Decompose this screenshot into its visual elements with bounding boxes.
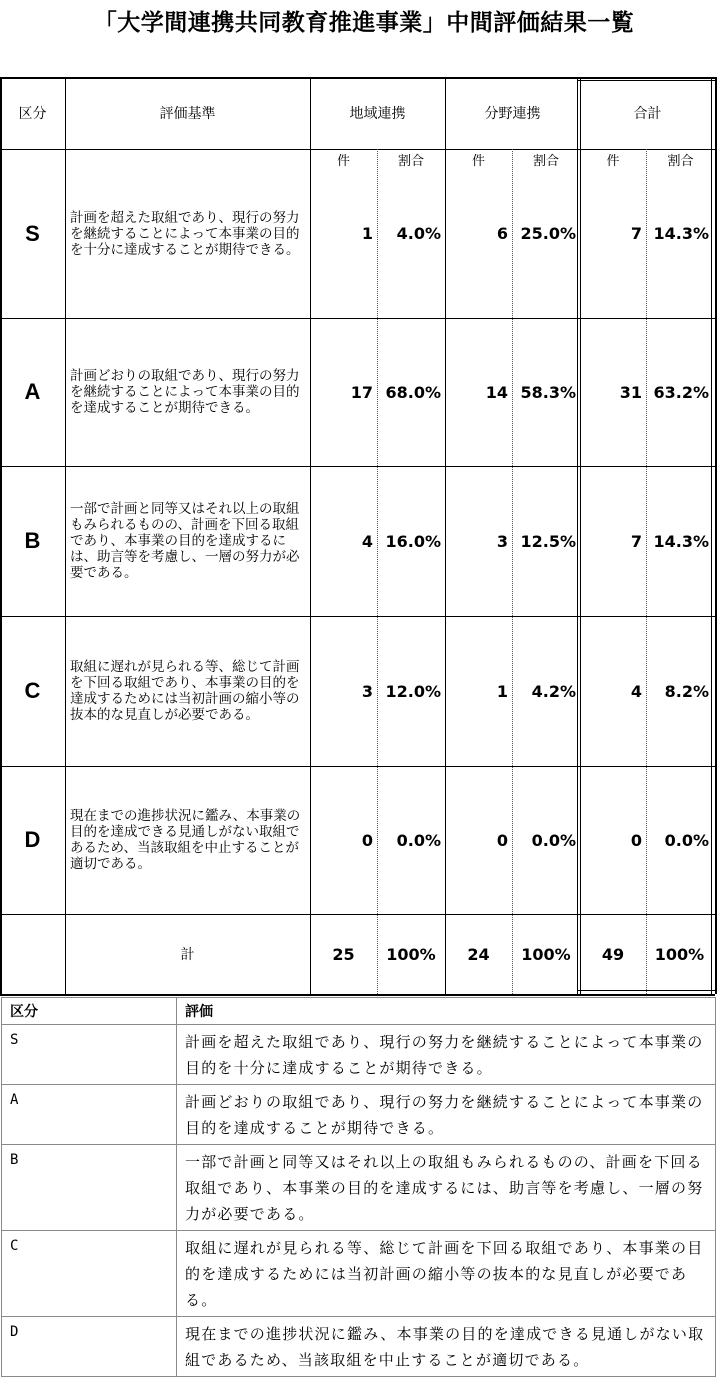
definition-text: 現在までの進捗状況に鑑み、本事業の目的を達成できる見通しがない取組であるため、当該取組を中止することが適切である。 [177, 1317, 716, 1377]
definition-row [2, 1145, 716, 1231]
total-count: 31 [619, 382, 642, 402]
total-ratio: 63.2% [653, 382, 709, 402]
total-regional-ratio: 100% [386, 944, 436, 964]
definition-grade: B [2, 1145, 177, 1231]
table-rule [715, 77, 717, 994]
definition-row [2, 1025, 716, 1085]
sub-header-count: 件 [471, 154, 485, 169]
page-title: 「大学間連携共同教育推進事業」中間評価結果一覧 [93, 10, 635, 36]
total-ratio: 8.2% [664, 681, 709, 701]
regional-count: 4 [361, 531, 373, 551]
total-field-ratio: 100% [521, 944, 571, 964]
total-count: 4 [630, 681, 642, 701]
regional-count: 17 [350, 382, 373, 402]
definition-text: 取組に遅れが見られる等、総じて計画を下回る取組であり、本事業の目的を達成するためには当初計画の縮小等の抜本的な見直しが必要である。 [177, 1231, 716, 1317]
grade-label: S [25, 220, 40, 246]
regional-ratio: 68.0% [385, 382, 441, 402]
criteria-text: 現在までの進捗状況に鑑み、本事業の目的を達成できる見通しがない取組であるため、当該取組を中止することが適切である。 [70, 808, 301, 872]
header-regional: 地域連携 [349, 106, 406, 122]
total-ratio: 14.3% [653, 224, 709, 243]
regional-count: 3 [361, 681, 373, 701]
field-count: 3 [496, 531, 508, 551]
regional-ratio: 12.0% [385, 681, 441, 701]
total-total-count: 49 [601, 944, 625, 964]
regional-ratio: 0.0% [396, 830, 441, 850]
definition-grade: D [2, 1317, 177, 1377]
evaluation-definitions-table [1, 997, 716, 1377]
definition-grade: C [2, 1231, 177, 1317]
definition-row [2, 1085, 716, 1145]
evaluation-results-table [0, 77, 715, 994]
field-count: 1 [496, 681, 508, 701]
field-count: 6 [496, 224, 508, 243]
header-total: 合計 [633, 106, 662, 122]
sub-header-ratio: 割合 [532, 154, 559, 169]
criteria-text: 計画どおりの取組であり、現行の努力を継続することによって本事業の目的を達成することが期待できる。 [70, 368, 300, 416]
criteria-text: 一部で計画と同等又はそれ以上の取組もみられるものの、計画を下回る取組であり、本事業の目的を達成するには、助言等を考慮し、一層の努力が必要である。 [70, 501, 300, 581]
regional-ratio: 4.0% [396, 224, 441, 243]
table-rule [0, 994, 715, 996]
sub-header-ratio: 割合 [397, 154, 424, 169]
field-ratio: 25.0% [520, 224, 576, 243]
definitions-header-row [2, 998, 716, 1025]
criteria-text: 計画を超えた取組であり、現行の努力を継続することによって本事業の目的を十分に達成することが期待できる。 [70, 209, 300, 258]
definition-text: 一部で計画と同等又はそれ以上の取組もみられるものの、計画を下回る取組であり、本事業の目的を達成するには、助言等を考慮し、一層の努力が必要である。 [177, 1145, 716, 1231]
sub-header-count: 件 [336, 154, 350, 169]
field-ratio: 4.2% [531, 681, 576, 701]
field-count: 14 [485, 382, 508, 402]
regional-count: 1 [361, 224, 373, 243]
definition-grade: S [2, 1025, 177, 1085]
definition-row [2, 1317, 716, 1377]
sub-header-ratio: 割合 [667, 154, 694, 169]
criteria-text: 取組に遅れが見られる等、総じて計画を下回る取組であり、本事業の目的を達成するためには当初計画の縮小等の抜本的な見直しが必要である。 [70, 659, 300, 723]
definition-text: 計画を超えた取組であり、現行の努力を継続することによって本事業の目的を十分に達成することが期待できる。 [177, 1025, 716, 1085]
field-ratio: 58.3% [520, 382, 576, 402]
total-field-count: 24 [467, 944, 490, 964]
total-ratio: 14.3% [653, 531, 709, 551]
field-ratio: 12.5% [520, 531, 576, 551]
definitions-header-evaluation: 評価 [177, 998, 716, 1025]
total-count: 7 [630, 224, 642, 243]
total-row-label: 計 [180, 947, 195, 963]
header-criteria: 評価基準 [159, 106, 216, 122]
total-count: 0 [630, 830, 642, 850]
header-field: 分野連携 [484, 106, 541, 122]
definition-text: 計画どおりの取組であり、現行の努力を継続することによって本事業の目的を達成することが期待できる。 [177, 1085, 716, 1145]
grade-label: D [24, 827, 41, 852]
header-category: 区分 [18, 106, 47, 122]
definition-grade: A [2, 1085, 177, 1145]
regional-count: 0 [361, 830, 373, 850]
regional-ratio: 16.0% [385, 531, 441, 551]
sub-header-count: 件 [606, 154, 620, 169]
total-ratio: 0.0% [664, 830, 709, 850]
grade-label: B [24, 528, 41, 553]
field-ratio: 0.0% [531, 830, 576, 850]
grade-label: A [24, 379, 41, 404]
definitions-header-category: 区分 [2, 998, 177, 1025]
field-count: 0 [496, 830, 508, 850]
total-count: 7 [630, 531, 642, 551]
grade-label: C [24, 678, 41, 703]
total-regional-count: 25 [332, 944, 355, 964]
definition-row [2, 1231, 716, 1317]
total-total-ratio: 100% [654, 944, 705, 964]
